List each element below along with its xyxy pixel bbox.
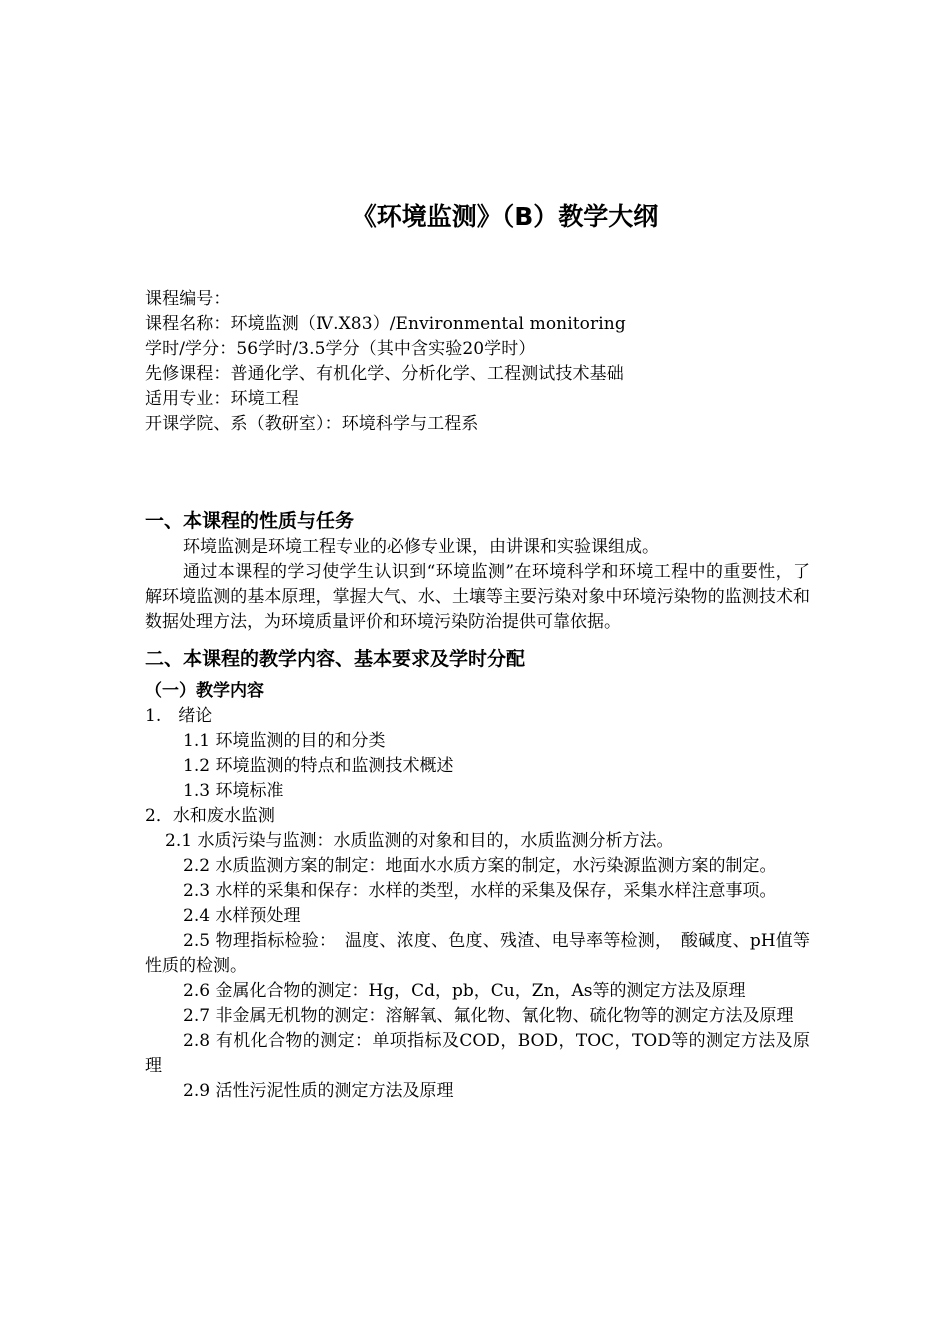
- list-item: 2.9 活性污泥性质的测定方法及原理: [183, 1081, 454, 1101]
- section2-heading: 二、本课程的教学内容、基本要求及学时分配: [145, 648, 526, 670]
- section2-subheading: （一）教学内容: [145, 681, 264, 701]
- section1-heading: 一、本课程的性质与任务: [145, 510, 355, 532]
- course-code: 课程编号：: [145, 289, 231, 309]
- section1-paragraph-2: 通过本课程的学习使学生认识到“环境监测”在环境科学和环境工程中的重要性，了解环境监测的基本原理，掌握大气、水、土壤等主要污染对象中环境污染物的监测技术和数据处理方法，为环境质量评价和环境污染防治提供可靠依据。: [145, 562, 810, 632]
- list-item: 2.4 水样预处理: [183, 906, 301, 926]
- course-info: [145, 287, 810, 437]
- course-major: 适用专业：环境工程: [145, 389, 299, 409]
- list-item: 2.2 水质监测方案的制定：地面水水质方案的制定，水污染源监测方案的制定。: [183, 856, 777, 876]
- course-department: 开课学院、系（教研室）：环境科学与工程系: [145, 414, 479, 434]
- list-item: 1.3 环境标准: [183, 781, 284, 801]
- chapter-2-title: 2．水和废水监测: [145, 806, 275, 826]
- list-item: 2.8 有机化合物的测定：单项指标及COD，BOD，TOC，TOD等的测定方法及原理: [145, 1031, 810, 1076]
- list-item: 2.5 物理指标检验： 温度、浓度、色度、残渣、电导率等检测， 酸碱度、pH值等性质的检测。: [145, 931, 810, 976]
- list-item: 2.6 金属化合物的测定：Hg，Cd，pb，Cu，Zn，As等的测定方法及原理: [183, 981, 746, 1001]
- list-item: 1.2 环境监测的特点和监测技术概述: [183, 756, 454, 776]
- section1-paragraph-1: 环境监测是环境工程专业的必修专业课，由讲课和实验课组成。: [183, 537, 659, 557]
- list-item: 2.1 水质污染与监测：水质监测的对象和目的，水质监测分析方法。: [165, 831, 674, 851]
- document-title: 《环境监测》（B）教学大纲: [351, 202, 659, 231]
- list-item: 2.3 水样的采集和保存：水样的类型，水样的采集及保存，采集水样注意事项。: [183, 881, 777, 901]
- course-prerequisites: 先修课程：普通化学、有机化学、分析化学、工程测试技术基础: [145, 364, 624, 384]
- course-hours: 学时/学分：56学时/3.5学分（其中含实验20学时）: [145, 339, 536, 359]
- course-name: 课程名称：环境监测（Ⅳ.X83）/Environmental monitoring: [145, 314, 626, 334]
- list-item: 1.1 环境监测的目的和分类: [183, 731, 386, 751]
- document-body: [145, 287, 810, 1104]
- list-item: 2.7 非金属无机物的测定：溶解氧、氟化物、氰化物、硫化物等的测定方法及原理: [183, 1006, 794, 1026]
- chapter-1-title: 1. 绪论: [145, 706, 213, 726]
